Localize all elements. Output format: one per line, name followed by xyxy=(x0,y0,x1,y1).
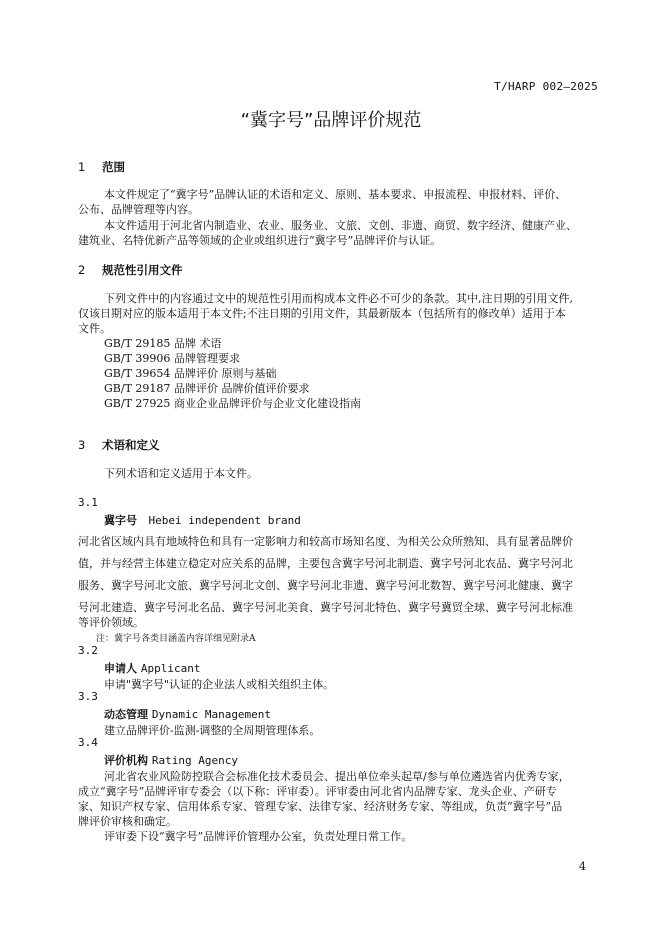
term-heading xyxy=(104,660,200,676)
paragraph-line: 号河北建造、冀字号河北名品、冀字号河北美食、冀字号河北特色、冀字号冀贸全球、冀字号河北标准 xyxy=(78,601,573,614)
note: 注：冀字号各类目涵盖内容详细见附录A xyxy=(96,634,256,644)
section-title: 范围 xyxy=(102,160,125,174)
section-title: 术语和定义 xyxy=(102,438,160,452)
section-2-heading xyxy=(78,262,183,278)
reference-code: GB/T 27925 xyxy=(104,397,171,410)
clause-number: 3.2 xyxy=(78,644,98,657)
paragraph-line: 文件。 xyxy=(78,322,111,335)
standard-number: T/HARP 002—2025 xyxy=(494,80,598,93)
section-number: 3 xyxy=(78,438,86,452)
paragraph-line: 牌评价审核和确定。 xyxy=(78,815,177,828)
clause-number: 3.4 xyxy=(78,736,98,749)
reference-code: GB/T 39906 xyxy=(104,352,171,365)
paragraph-line: 家、知识产权专家、信用体系专家、管理专家、法律专家、经济财务专家、等组成，负责“冀字号”品 xyxy=(78,800,563,813)
paragraph-line: 公布、品牌管理等内容。 xyxy=(78,203,199,216)
page-number: 4 xyxy=(579,860,586,873)
term-heading xyxy=(104,752,238,768)
term-english: Rating Agency xyxy=(151,754,238,767)
document-title: “冀字号”品牌评价规范 xyxy=(240,110,422,131)
term-heading xyxy=(104,706,271,722)
term-name: 冀字号 xyxy=(104,514,137,527)
section-number: 1 xyxy=(78,160,86,174)
reference-item xyxy=(104,365,277,381)
term-name: 申请人 xyxy=(104,662,137,675)
section-number: 2 xyxy=(78,263,86,277)
paragraph-line: 建筑业、名特优新产品等领域的企业或组织进行“冀字号”品牌评价与认证。 xyxy=(78,234,442,247)
reference-name: 品牌评价 原则与基础 xyxy=(174,367,277,380)
reference-code: GB/T 39654 xyxy=(104,367,171,380)
term-heading xyxy=(104,512,301,528)
paragraph-line: 服务、冀字号河北文旅、冀字号河北文创、冀字号河北非遗、冀字号河北数智、冀字号河北健康、冀字 xyxy=(78,579,573,592)
reference-item xyxy=(104,395,361,411)
reference-name: 商业企业品牌评价与企业文化建设指南 xyxy=(174,397,361,410)
paragraph-line: 值，并与经营主体建立稳定对应关系的品牌，主要包含冀字号河北制造、冀字号河北农品、冀字号河北 xyxy=(78,557,573,570)
reference-name: 品牌评价 品牌价值评价要求 xyxy=(174,382,310,395)
term-english: Dynamic Management xyxy=(151,708,272,721)
section-1-heading xyxy=(78,159,125,175)
paragraph-line: 河北省区域内具有地域特色和具有一定影响力和较高市场知名度、为相关公众所熟知、具有显著品牌价 xyxy=(78,535,573,548)
paragraph-line: 下列术语和定义适用于本文件。 xyxy=(104,467,258,480)
paragraph-line: 成立“冀字号”品牌评审专委会（以下称：评审委）。评审委由河北省内品牌专家、龙头企业、产研专 xyxy=(78,785,557,798)
paragraph-line: 仅该日期对应的版本适用于本文件;不注日期的引用文件，其最新版本（包括所有的修改单）适用于本 xyxy=(78,307,566,320)
reference-code: GB/T 29185 xyxy=(104,337,171,350)
paragraph-line: 等评价领域。 xyxy=(78,616,144,629)
reference-item xyxy=(104,350,240,366)
term-name: 评价机构 xyxy=(104,754,148,767)
clause-number: 3.3 xyxy=(78,690,98,703)
paragraph-line: 评审委下设“冀字号”品牌评价管理办公室，负责处理日常工作。 xyxy=(104,830,413,843)
section-3-heading xyxy=(78,437,160,453)
reference-code: GB/T 29187 xyxy=(104,382,171,395)
term-english: Applicant xyxy=(140,662,201,675)
term-english: Hebei independent brand xyxy=(148,514,301,527)
clause-number: 3.1 xyxy=(78,496,98,509)
paragraph-line: 本文件规定了“冀字号”品牌认证的术语和定义、原则、基本要求、申报流程、申报材料、评价、 xyxy=(104,188,567,201)
paragraph-line: 申请"冀字号"认证的企业法人或相关组织主体。 xyxy=(104,678,335,691)
paragraph-line: 本文件适用于河北省内制造业、农业、服务业、文旅、文创、非遗、商贸、数字经济、健康产业、 xyxy=(104,219,577,232)
reference-item xyxy=(104,380,310,396)
paragraph-line: 河北省农业风险防控联合会标准化技术委员会、提出单位牵头起草/参与单位遴选省内优秀专家， xyxy=(104,770,570,783)
reference-item xyxy=(104,335,222,351)
term-name: 动态管理 xyxy=(104,708,148,721)
paragraph-line: 建立品牌评价-监测-调整的全周期管理体系。 xyxy=(104,724,321,737)
reference-name: 品牌管理要求 xyxy=(174,352,240,365)
paragraph-line: 下列文件中的内容通过文中的规范性引用而构成本文件必不可少的条款。其中,注日期的引用文件, xyxy=(104,292,573,305)
section-title: 规范性引用文件 xyxy=(102,263,183,277)
reference-name: 品牌 术语 xyxy=(174,337,222,350)
